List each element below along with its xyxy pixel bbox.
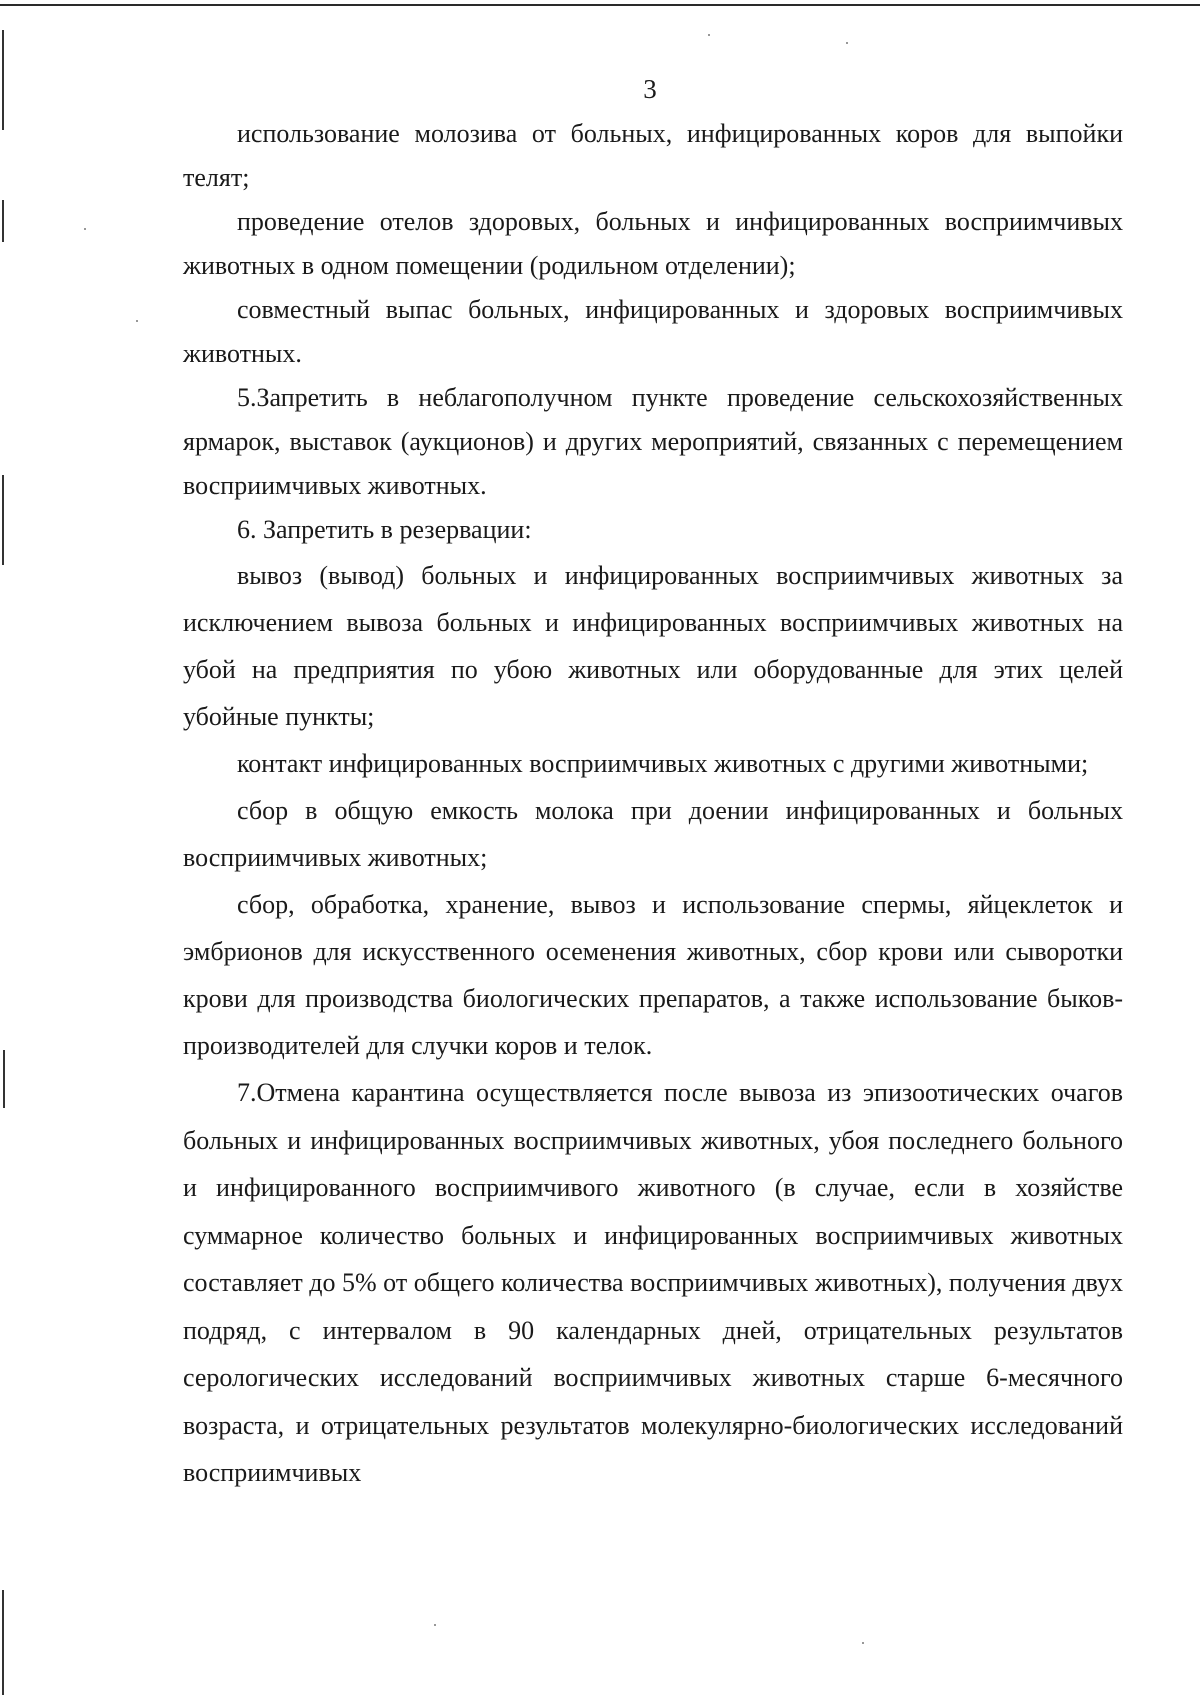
page-number: 3 — [643, 74, 657, 104]
scan-speck — [136, 320, 138, 322]
scan-speck — [846, 42, 848, 44]
paragraph-2: проведение отелов здоровых, больных и инфицированных восприимчивых животных в одном помещении (родильном отделении); — [183, 207, 1123, 280]
paragraph-4: 5.Запретить в неблагополучном пункте проведение сельскохозяйственных ярмарок, выставок (аукционов) и других мероприятий, связанных с перемещением восприимчивых животных. — [183, 383, 1123, 500]
scan-edge-mark — [3, 1050, 5, 1108]
scan-edge-mark — [2, 200, 4, 242]
paragraph-7: контакт инфицированных восприимчивых животных с другими животными; — [237, 749, 1089, 778]
document-body — [183, 112, 1123, 1497]
paragraph-1: использование молозива от больных, инфицированных коров для выпойки телят; — [183, 119, 1123, 192]
scan-speck — [862, 1642, 864, 1644]
scan-edge-mark — [2, 1590, 4, 1695]
scan-edge-mark — [2, 475, 4, 565]
paragraph-8: сбор в общую емкость молока при доении инфицированных и больных восприимчивых животных; — [183, 796, 1123, 872]
paragraph-5: 6. Запретить в резервации: — [237, 515, 532, 544]
scan-top-border — [0, 4, 1200, 6]
paragraph-9: сбор, обработка, хранение, вывоз и использование спермы, яйцеклеток и эмбрионов для искусственного осеменения животных, сбор крови или сыворотки крови для производства биологических препаратов, а также использование быков-производителей для случки коров и телок. — [183, 890, 1123, 1060]
paragraph-6: вывоз (вывод) больных и инфицированных восприимчивых животных за исключением вывоза больных и инфицированных восприимчивых животных на убой на предприятия по убою животных или оборудованные для этих целей убойные пункты; — [183, 561, 1123, 731]
scan-speck — [434, 1624, 436, 1626]
scan-speck — [708, 34, 710, 36]
paragraph-3: совместный выпас больных, инфицированных и здоровых восприимчивых животных. — [183, 295, 1123, 368]
paragraph-10: 7.Отмена карантина осуществляется после вывоза из эпизоотических очагов больных и инфицированных восприимчивых животных, убоя последнего больного и инфицированного восприимчивого животного (в случае, если в хозяйстве суммарное количество больных и инфицированных восприимчивых животных составляет до 5% от общего количества восприимчивых животных), получения двух подряд, с интервалом в 90 календарных дней, отрицательных результатов серологических исследований восприимчивых животных старше 6-месячного возраста, и отрицательных результатов молекулярно-биологических исследований восприимчивых — [183, 1078, 1123, 1487]
scan-speck — [84, 228, 86, 230]
